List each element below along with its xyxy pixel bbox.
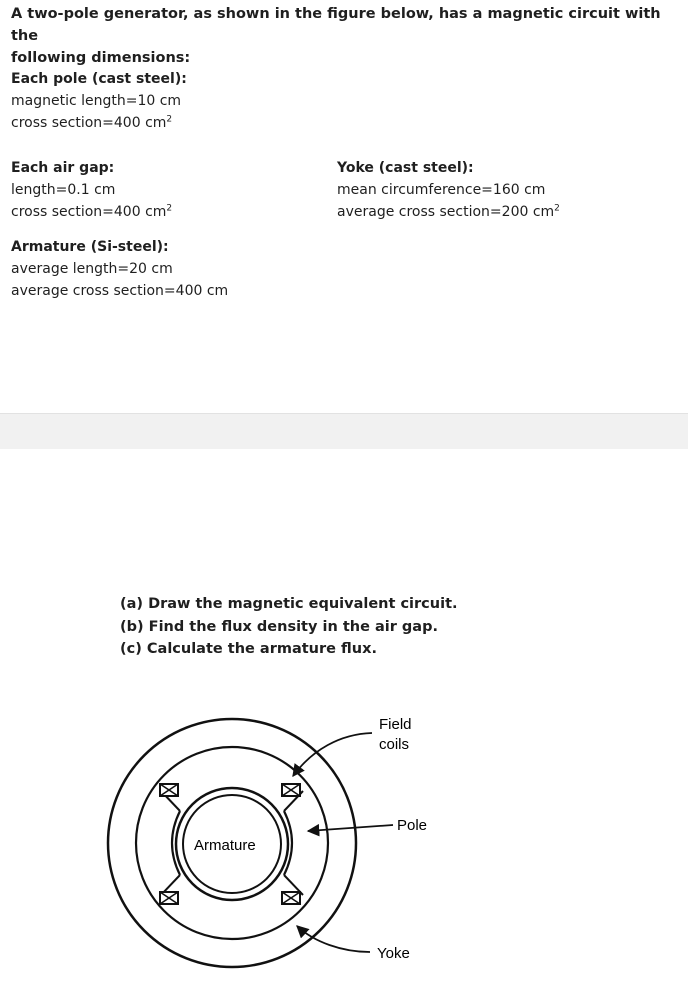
armature-label: Armature bbox=[194, 837, 256, 854]
intro-text bbox=[11, 3, 681, 69]
yoke-area: average cross section=200 $cm^2$ bbox=[337, 203, 560, 220]
armature-area: average cross section=400 cm bbox=[11, 283, 229, 299]
air-gap-title: Each air gap: bbox=[11, 160, 115, 176]
pole-title: Each pole (cast steel): bbox=[11, 71, 187, 87]
field-label-line-1: Field bbox=[379, 716, 412, 733]
armature-length: average length=20 cm bbox=[11, 261, 173, 277]
field-coil-bottom-right bbox=[282, 892, 300, 904]
separator-band bbox=[0, 413, 688, 449]
pole-length: magnetic length=10 cm bbox=[11, 93, 182, 109]
air-gap-spec bbox=[11, 157, 172, 223]
pole-spec bbox=[11, 68, 187, 134]
field-coil-top-left bbox=[160, 784, 178, 796]
yoke-circumference: mean circumference=160 cm bbox=[337, 182, 546, 198]
yoke-leader bbox=[297, 926, 370, 952]
field-label-line-2: coils bbox=[379, 736, 410, 753]
yoke-spec bbox=[337, 157, 560, 223]
field-coil-top-right bbox=[282, 784, 300, 796]
armature-spec bbox=[11, 236, 228, 302]
question-c: (c) Calculate the armature flux. bbox=[120, 641, 377, 657]
pole-label: Pole bbox=[397, 817, 428, 834]
question-b: (b) Find the flux density in the air gap. bbox=[120, 618, 438, 635]
air-gap-area: cross section=400 $cm^2$ bbox=[11, 203, 173, 220]
yoke-label: Yoke bbox=[377, 945, 410, 962]
question-list bbox=[120, 593, 458, 661]
yoke-title: Yoke (cast steel): bbox=[337, 160, 474, 176]
generator-figure bbox=[0, 690, 688, 984]
pole-area: cross section=400 $cm^2$ bbox=[11, 114, 173, 131]
intro-line-1: A two-pole generator, as shown in the figure below, has a magnetic circuit with the bbox=[11, 6, 661, 44]
pole-leader bbox=[308, 825, 393, 831]
question-a: (a) Draw the magnetic equivalent circuit. bbox=[120, 596, 458, 612]
intro-line-2: following dimensions: bbox=[11, 50, 191, 66]
field-coil-bottom-left bbox=[160, 892, 178, 904]
air-gap-length: length=0.1 cm bbox=[11, 182, 116, 198]
armature-title: Armature (Si-steel): bbox=[11, 239, 169, 255]
